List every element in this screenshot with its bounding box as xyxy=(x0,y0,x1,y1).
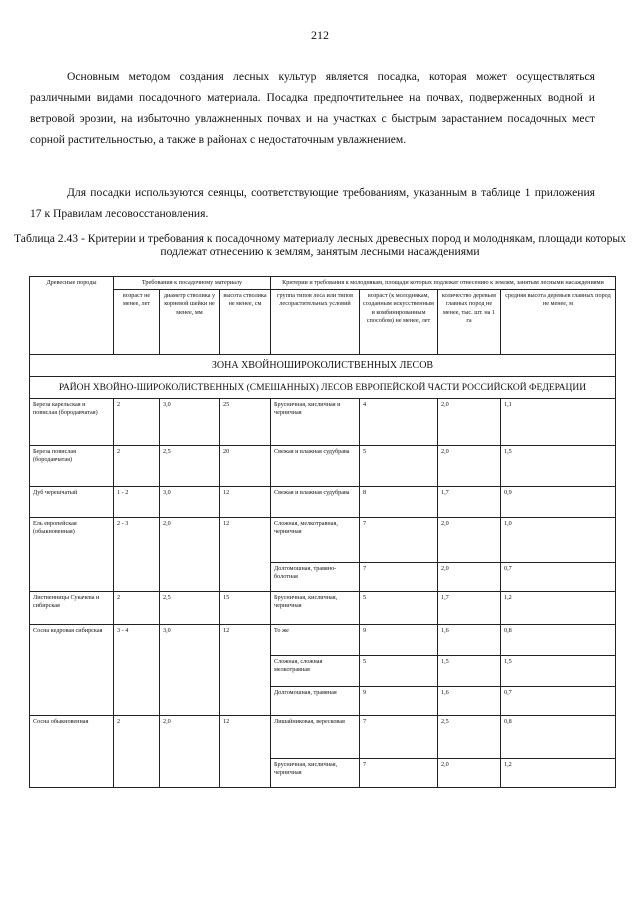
cell-count: 1,5 xyxy=(438,655,501,686)
cell-avg-height: 0,8 xyxy=(501,624,616,655)
cell-height: 25 xyxy=(220,398,271,445)
cell-count: 2,0 xyxy=(438,562,501,591)
header-young-age: возраст (к молоднякам, созданным искусственным и комбинированным способом) не менее, лет xyxy=(360,290,438,355)
cell-avg-height: 1,5 xyxy=(501,445,616,486)
cell-diameter: 2,0 xyxy=(160,715,220,787)
cell-forest-type: Свежая и влажная судубрава xyxy=(271,445,360,486)
cell-species: Сосна кедровая сибирская xyxy=(30,624,114,715)
header-young-criteria: Критерии и требования к молоднякам, площади которых подлежат отнесению к землям, занятым лесными насаждениями xyxy=(271,277,616,290)
cell-age: 2 xyxy=(114,715,160,787)
paragraph-planting-method: Основным методом создания лесных культур является посадка, которая может осуществляться различными видами посадочного материала. Посадка предпочтительнее на почвах, подверженных водной и ветровой эрозии, на избыточно увлажненных почвах и на участках с быстрым зарастанием посадочных мест сорной растительностью, а также в районах с недостаточным увлажнением. xyxy=(30,70,595,146)
header-count: количество деревьев главных пород не менее, тыс. шт. на 1 га xyxy=(438,290,501,355)
cell-count: 2,0 xyxy=(438,398,501,445)
cell-avg-height: 0,8 xyxy=(501,715,616,758)
cell-forest-type: Брусничная, кисличная, черничная xyxy=(271,758,360,787)
cell-young-age: 4 xyxy=(360,398,438,445)
cell-species: Береза повислая (бородавчатая) xyxy=(30,445,114,486)
cell-diameter: 3,0 xyxy=(160,624,220,715)
cell-forest-type: Сложная, мелкотравная, черничная xyxy=(271,517,360,562)
cell-height: 15 xyxy=(220,591,271,624)
zone-title: ЗОНА ХВОЙНОШИРОКОЛИСТВЕННЫХ ЛЕСОВ xyxy=(30,355,616,377)
cell-species: Лиственницы Сукачева и сибирская xyxy=(30,591,114,624)
cell-avg-height: 0,7 xyxy=(501,562,616,591)
cell-species: Ель европейская (обыкновенная) xyxy=(30,517,114,591)
table-row xyxy=(30,445,616,486)
cell-young-age: 8 xyxy=(360,486,438,517)
header-height: высота стволика не менее, см xyxy=(220,290,271,355)
cell-species: Сосна обыкновенная xyxy=(30,715,114,787)
table-row xyxy=(30,398,616,445)
cell-height: 12 xyxy=(220,486,271,517)
cell-species: Дуб черешчатый xyxy=(30,486,114,517)
cell-avg-height: 1,0 xyxy=(501,517,616,562)
cell-young-age: 5 xyxy=(360,445,438,486)
table-header-row xyxy=(30,277,616,290)
cell-height: 20 xyxy=(220,445,271,486)
cell-avg-height: 1,1 xyxy=(501,398,616,445)
table-caption: Таблица 2.43 - Критерии и требования к посадочному материалу лесных древесных пород и молоднякам, площади которых подлежат отнесению к землям, занятым лесными насаждениями xyxy=(14,232,626,258)
header-age: возраст не менее, лет xyxy=(114,290,160,355)
cell-height: 12 xyxy=(220,624,271,715)
table-row xyxy=(30,591,616,624)
cell-count: 1,6 xyxy=(438,624,501,655)
criteria-table xyxy=(29,276,616,788)
table-row xyxy=(30,486,616,517)
cell-age: 2 xyxy=(114,445,160,486)
cell-avg-height: 1,5 xyxy=(501,655,616,686)
cell-avg-height: 0,9 xyxy=(501,486,616,517)
header-avg-height: средняя высота деревьев главных пород не менее, м xyxy=(501,290,616,355)
cell-count: 1,7 xyxy=(438,591,501,624)
cell-forest-type: Сложная, сложная мелкотравная xyxy=(271,655,360,686)
cell-diameter: 2,5 xyxy=(160,445,220,486)
cell-forest-type: Брусничная, кисличная, черничная xyxy=(271,591,360,624)
header-species: Древесные породы xyxy=(30,277,114,355)
cell-height: 12 xyxy=(220,517,271,591)
cell-young-age: 5 xyxy=(360,655,438,686)
cell-young-age: 7 xyxy=(360,517,438,562)
cell-avg-height: 1,2 xyxy=(501,591,616,624)
cell-diameter: 3,0 xyxy=(160,486,220,517)
cell-age: 3 - 4 xyxy=(114,624,160,715)
cell-age: 2 xyxy=(114,591,160,624)
cell-young-age: 9 xyxy=(360,686,438,715)
cell-count: 2,0 xyxy=(438,517,501,562)
cell-count: 2,5 xyxy=(438,715,501,758)
table-subheader-row xyxy=(30,290,616,355)
region-row xyxy=(30,377,616,399)
cell-age: 2 - 3 xyxy=(114,517,160,591)
cell-age: 2 xyxy=(114,398,160,445)
region-title: РАЙОН ХВОЙНО-ШИРОКОЛИСТВЕННЫХ (СМЕШАННЫХ) ЛЕСОВ ЕВРОПЕЙСКОЙ ЧАСТИ РОССИЙСКОЙ ФЕДЕРАЦИИ xyxy=(30,377,616,399)
cell-count: 2,0 xyxy=(438,758,501,787)
header-forest-type: группа типов леса или типов лесорастительных условий xyxy=(271,290,360,355)
cell-young-age: 7 xyxy=(360,758,438,787)
cell-young-age: 7 xyxy=(360,715,438,758)
cell-young-age: 9 xyxy=(360,624,438,655)
cell-diameter: 3,0 xyxy=(160,398,220,445)
cell-count: 1,6 xyxy=(438,686,501,715)
table-row xyxy=(30,517,616,562)
cell-diameter: 2,5 xyxy=(160,591,220,624)
cell-forest-type: Долгомошная, травяная xyxy=(271,686,360,715)
paragraph-seedlings: Для посадки используются сеянцы, соответствующие требованиям, указанным в таблице 1 приложения 17 к Правилам лесовосстановления. xyxy=(30,186,595,220)
cell-avg-height: 0,7 xyxy=(501,686,616,715)
zone-row xyxy=(30,355,616,377)
cell-young-age: 7 xyxy=(360,562,438,591)
cell-height: 12 xyxy=(220,715,271,787)
cell-forest-type: Брусничная, кисличная и черничная xyxy=(271,398,360,445)
cell-count: 2,0 xyxy=(438,445,501,486)
cell-young-age: 5 xyxy=(360,591,438,624)
table-row xyxy=(30,624,616,655)
page-number: 212 xyxy=(311,28,329,42)
cell-species: Береза карельская и повислая (бородавчатая) xyxy=(30,398,114,445)
cell-count: 1,7 xyxy=(438,486,501,517)
cell-avg-height: 1,2 xyxy=(501,758,616,787)
cell-diameter: 2,0 xyxy=(160,517,220,591)
cell-forest-type: Долгомошная, травяно-болотная xyxy=(271,562,360,591)
cell-forest-type: Лишайниковая, вересковая xyxy=(271,715,360,758)
cell-age: 1 - 2 xyxy=(114,486,160,517)
cell-forest-type: Свежая и влажная судубрава xyxy=(271,486,360,517)
header-diameter: диаметр стволика у корневой шейки не менее, мм xyxy=(160,290,220,355)
table-row xyxy=(30,715,616,758)
header-planting-requirements: Требования к посадочному материалу xyxy=(114,277,271,290)
cell-forest-type: То же xyxy=(271,624,360,655)
